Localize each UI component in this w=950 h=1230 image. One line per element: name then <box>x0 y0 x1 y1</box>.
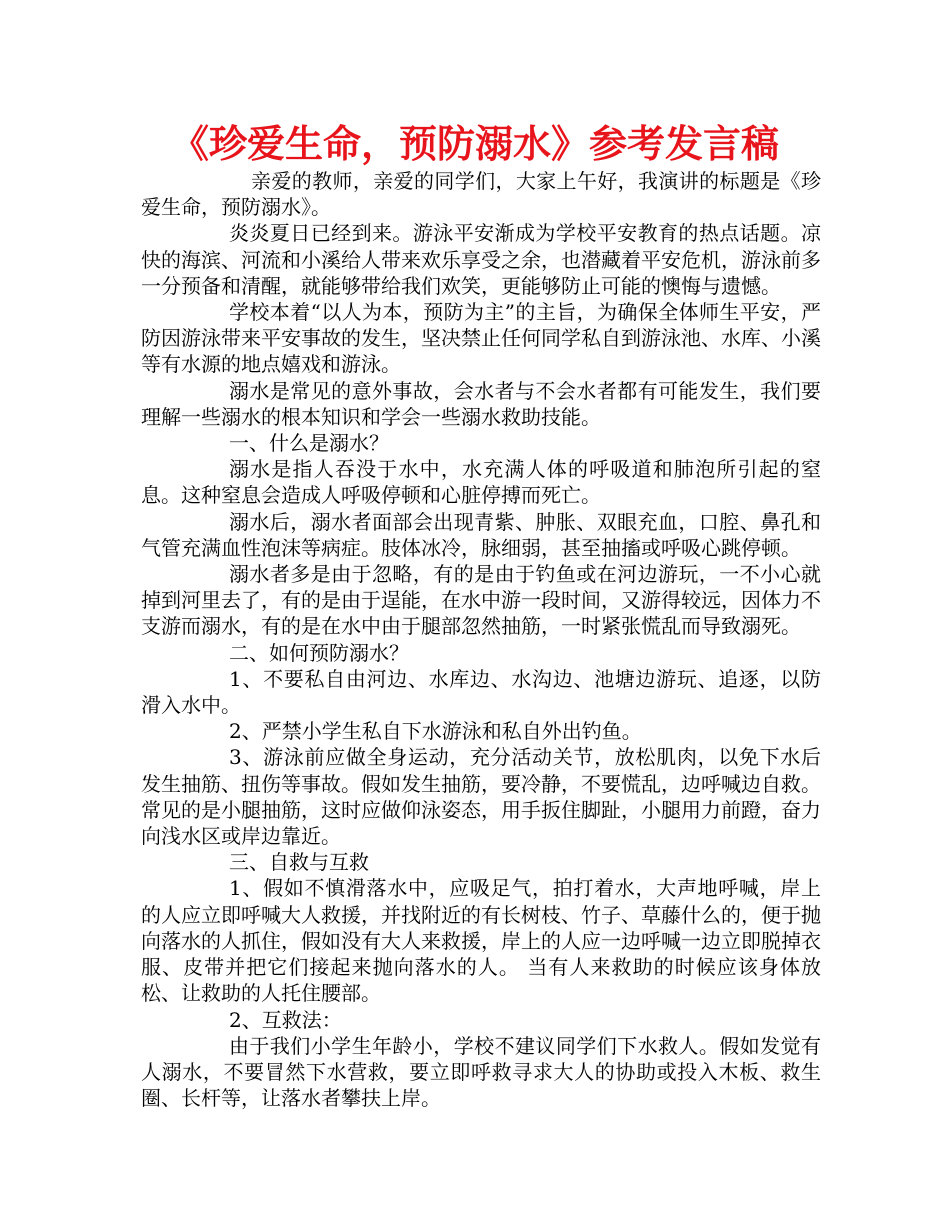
section-heading-what-is-drowning: 一、什么是溺水？ <box>229 431 389 456</box>
list-item-prevention-3: 3、游泳前应做全身运动，充分活动关节，放松肌肉，以免下水后发生抽筋、扭伤等事故。假如发生抽筋，要冷静，不要慌乱，边呼喊边自救。常见的是小腿抽筋，这时应做仰泳姿态，用手扳住脚趾，小腿用力前蹬，奋力向浅水区或岸边靠近。 <box>141 745 821 849</box>
section-heading-self-rescue: 三、自救与互救 <box>229 850 369 875</box>
paragraph-drowning-common: 溺水是常见的意外事故，会水者与不会水者都有可能发生，我们要理解一些溺水的根本知识和学会一些溺水救助技能。 <box>141 378 821 429</box>
paragraph-summer-intro: 炎炎夏日已经到来。游泳平安渐成为学校平安教育的热点话题。凉快的海滨、河流和小溪给人带来欢乐享受之余，也潜藏着平安危机，游泳前多一分预备和清醒，就能够带给我们欢笑，更能够防止可能的懊悔与遗憾。 <box>141 221 821 298</box>
paragraph-school-policy: 学校本着“以人为本，预防为主”的主旨，为确保全体师生平安，严防因游泳带来平安事故的发生，坚决禁止任何同学私自到游泳池、水库、小溪等有水源的地点嬉戏和游泳。 <box>141 300 821 377</box>
section-heading-prevention: 二、如何预防溺水？ <box>229 640 409 665</box>
paragraph-causes: 溺水者多是由于忽略，有的是由于钓鱼或在河边游玩，一不小心就掉到河里去了，有的是由于逞能，在水中游一段时间，又游得较远，因体力不支游而溺水，有的是在水中由于腿部忽然抽筋，一时紧张慌乱而导致溺死。 <box>141 562 821 639</box>
list-item-prevention-1: 1、不要私自由河边、水库边、水沟边、池塘边游玩、追逐，以防滑入水中。 <box>141 666 821 718</box>
paragraph-greeting: 亲爱的教师，亲爱的同学们，大家上午好，我演讲的标题是《珍爱生命，预防溺水》。 <box>141 169 821 220</box>
paragraph-symptoms: 溺水后，溺水者面部会出现青紫、肿胀、双眼充血，口腔、鼻孔和气管充满血性泡沫等病症。肢体冰冷，脉细弱，甚至抽搐或呼吸心跳停顿。 <box>141 509 821 560</box>
paragraph-mutual-rescue: 由于我们小学生年龄小，学校不建议同学们下水救人。假如发觉有人溺水，不要冒然下水营救，要立即呼救寻求大人的协助或投入木板、救生圈、长杆等，让落水者攀扶上岸。 <box>141 1033 821 1111</box>
list-item-mutual-rescue-heading: 2、互救法： <box>229 1007 342 1032</box>
list-item-self-rescue-1: 1、假如不慎滑落水中，应吸足气，拍打着水，大声地呼喊，岸上的人应立即呼喊大人救援，并找附近的有长树枝、竹子、草藤什么的，便于抛向落水的人抓住，假如没有大人来救援，岸上的人应一边呼喊一边立即脱掉衣服、皮带并把它们接起来抛向落水的人。 当有人来救助的时候应该身体放松、让救助的人托住腰部。 <box>141 876 821 1006</box>
document-body <box>141 168 821 1111</box>
list-item-prevention-2: 2、严禁小学生私自下水游泳和私自外出钓鱼。 <box>229 719 642 744</box>
paragraph-definition: 溺水是指人吞没于水中，水充满人体的呼吸道和肺泡所引起的窒息。这种窒息会造成人呼吸停顿和心脏停搏而死亡。 <box>141 457 821 508</box>
document-title: 《珍爱生命，预防溺水》参考发言稿 <box>170 122 779 166</box>
